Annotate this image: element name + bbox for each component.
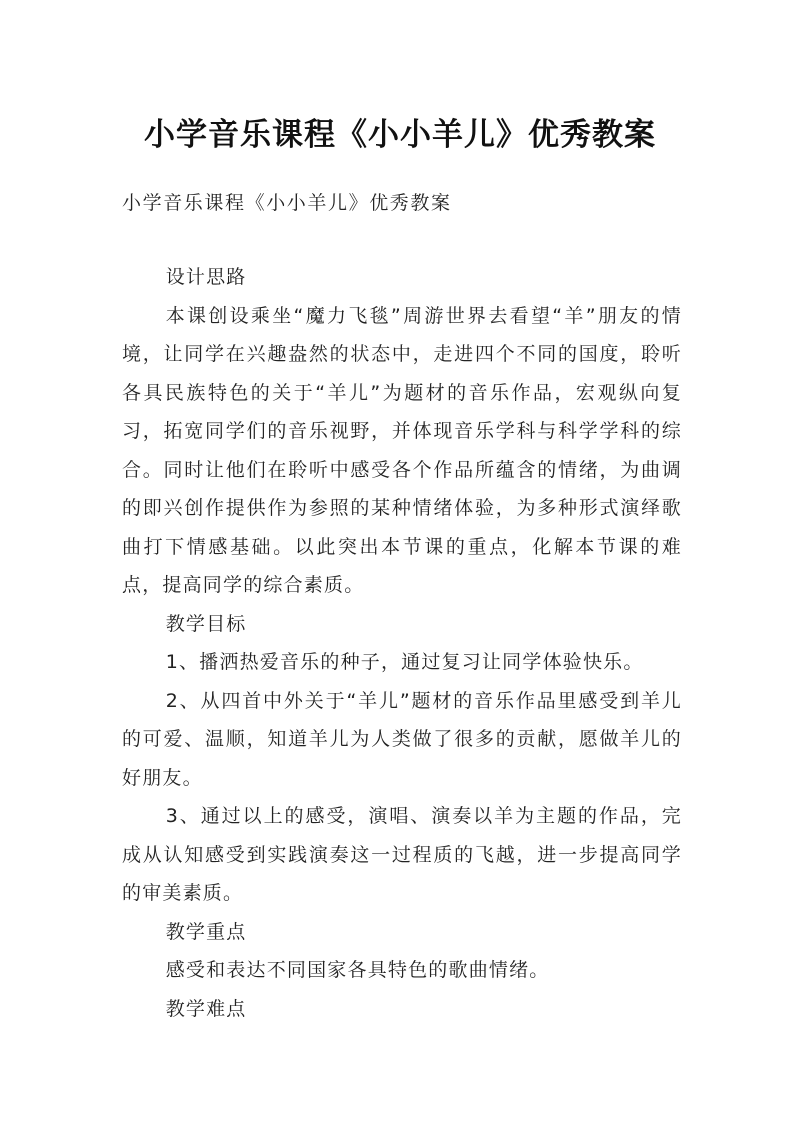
section-heading-key-points: 教学重点 bbox=[165, 920, 247, 943]
section-heading-difficulties: 教学难点 bbox=[165, 997, 247, 1020]
document-body bbox=[122, 258, 682, 1028]
paragraph-design-idea: 本课创设乘坐“魔力飞毯”周游世界去看望“羊”朋友的情境，让同学在兴趣盎然的状态中，走进四个不同的国度，聆听各具民族特色的关于“羊儿”为题材的音乐作品，宏观纵向复习，拓宽同学们的音乐视野，并体现音乐学科与科学学科的综合。同时让他们在聆听中感受各个作品所蕴含的情绪，为曲调的即兴创作提供作为参照的某种情绪体验，为多种形式演绎歌曲打下情感基础。以此突出本节课的重点，化解本节课的难点，提高同学的综合素质。 bbox=[122, 304, 682, 596]
page-title: 小学音乐课程《小小羊儿》优秀教案 bbox=[144, 116, 656, 153]
goal-item-2: 2、从四首中外关于“羊儿”题材的音乐作品里感受到羊儿的可爱、温顺，知道羊儿为人类做了很多的贡献，愿做羊儿的好朋友。 bbox=[122, 689, 682, 789]
section-heading-goals: 教学目标 bbox=[165, 612, 247, 635]
document-subtitle: 小学音乐课程《小小羊儿》优秀教案 bbox=[122, 192, 452, 214]
goal-item-1: 1、播洒热爱音乐的种子，通过复习让同学体验快乐。 bbox=[165, 651, 644, 673]
paragraph-key-points: 感受和表达不同国家各具特色的歌曲情绪。 bbox=[165, 959, 550, 981]
section-heading-design: 设计思路 bbox=[165, 266, 247, 288]
goal-item-3: 3、通过以上的感受，演唱、演奏以羊为主题的作品，完成从认知感受到实践演奏这一过程质的飞越，进一步提高同学的审美素质。 bbox=[122, 805, 682, 904]
